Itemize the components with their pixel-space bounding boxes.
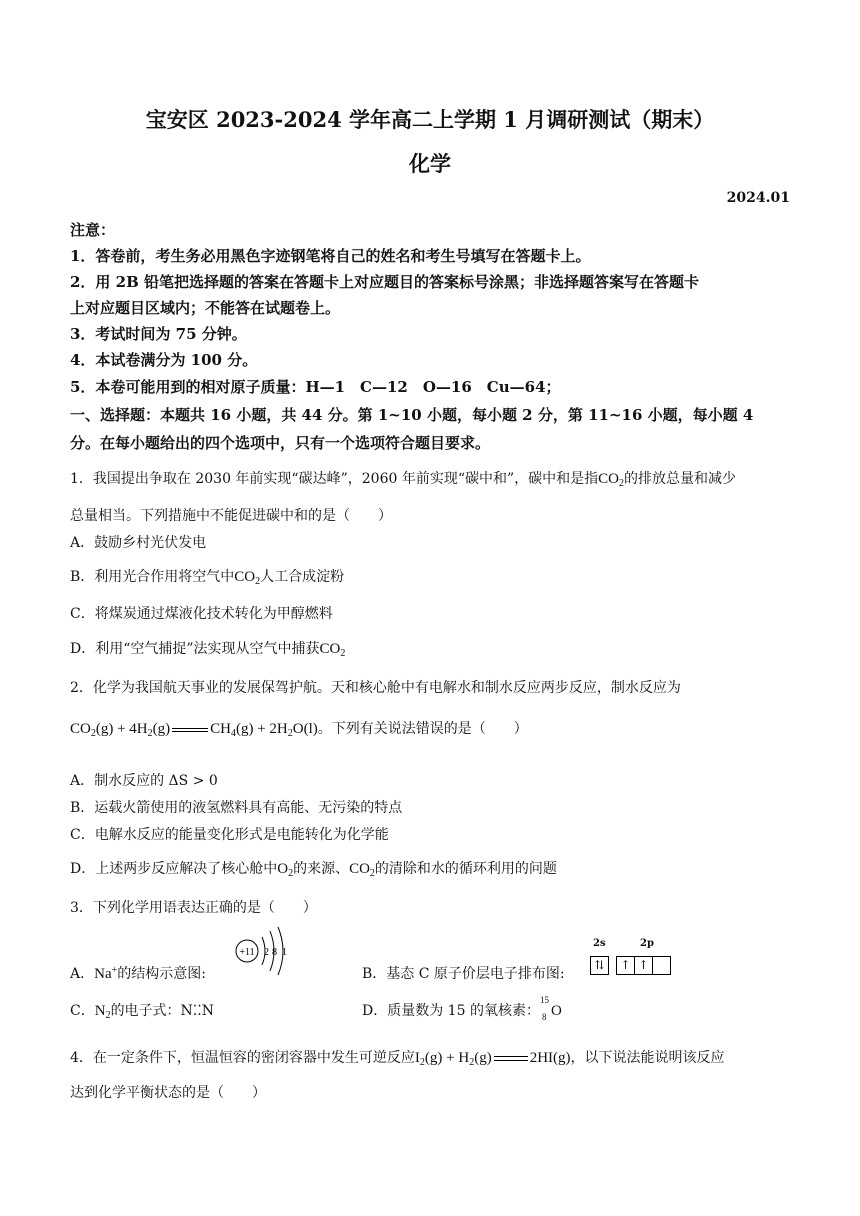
q2-equation: $CO_2(g) + 4H_2(g) CH_4(g) + 2H_2O(l)$ — [70, 721, 318, 739]
q2-option-a: A．制水反应的 ΔS > 0 — [70, 773, 218, 789]
section-heading-line1: 一、选择题：本题共 16 小题，共 44 分。第 1~10 小题，每小题 2 分，第 11~16 小题，每小题 4 — [70, 406, 754, 424]
q1-stem-line2: 总量相当。下列措施中不能促进碳中和的是（ ） — [70, 508, 392, 524]
notice-heading: 注意： — [70, 221, 116, 239]
svg-text:1: 1 — [282, 947, 287, 958]
q2-stem-line1: 2．化学为我国航天事业的发展保驾护航。天和核心舱中有电解水和制水反应两步反应，制水反应为 — [70, 680, 681, 696]
q4-equation: $I_2(g) + H_2(g)$ 2HI(g) — [414, 1050, 571, 1068]
q3-option-a: A．Na+的结构示意图: — [70, 965, 206, 982]
q1-stem-line1: 1．我国提出争取在 2030 年前实现“碳达峰”，2060 年前实现“碳中和”，碳中和是指$CO_2$的排放总量和减少 — [70, 471, 736, 489]
co2-formula: $CO_2$ — [598, 471, 624, 489]
svg-text:+11: +11 — [239, 947, 255, 958]
svg-text:8: 8 — [272, 947, 277, 958]
subject-title: 化学 — [409, 151, 451, 176]
q3-option-d: D．质量数为 15 的氧核素： 15 8 O — [362, 995, 562, 1022]
q2-option-b: B．运载火箭使用的液氢燃料具有高能、无污染的特点 — [70, 800, 403, 816]
q2-equation-line: $CO_2(g) + 4H_2(g) CH_4(g) + 2H_2O(l)$。下列有关说法错误的是（ ） — [70, 721, 528, 739]
orbital-2s-box: ⇅ — [590, 956, 609, 975]
q3-option-b: B．基态 C 原子价层电子排布图: — [362, 966, 565, 982]
notice-item-1: 1．答卷前，考生务必用黑色字迹钢笔将自己的姓名和考生号填写在答题卡上。 — [70, 247, 591, 265]
q1-option-c: C．将煤炭通过煤液化技术转化为甲醇燃料 — [70, 606, 333, 622]
carbon-orbital-diagram: 2s 2p ⇅ ↑ ↑ — [590, 938, 690, 978]
q3-stem: 3．下列化学用语表达正确的是（ ） — [70, 900, 317, 916]
section-heading-line2: 分。在每小题给出的四个选项中，只有一个选项符合题目要求。 — [70, 434, 491, 452]
notice-item-5: 5．本卷可能用到的相对原子质量：H—1 C—12 O—16 Cu—64； — [70, 378, 561, 396]
q4-stem-line1: 4．在一定条件下，恒温恒容的密闭容器中发生可逆反应$I_2(g) + H_2(g)$ 2HI(g)，以下说法能说明该反应 — [70, 1050, 725, 1068]
notice-item-2: 2．用 2B 铅笔把选择题的答案在答题卡上对应题目的答案标号涂黑；非选择题答案写在答题卡 — [70, 273, 700, 291]
q1-option-d: D．利用“空气捕捉”法实现从空气中捕获$CO_2$ — [70, 641, 346, 659]
exam-date: 2024.01 — [726, 190, 790, 206]
q2-option-d: D．上述两步反应解决了核心舱中$O_2$的来源、$CO_2$的清除和水的循环利用的问题 — [70, 861, 557, 879]
notice-item-4: 4．本试卷满分为 100 分。 — [70, 351, 258, 369]
notice-item-3: 3．考试时间为 75 分钟。 — [70, 325, 247, 343]
q2-option-c: C．电解水反应的能量变化形式是电能转化为化学能 — [70, 827, 389, 843]
q1-option-a: A．鼓励乡村光伏发电 — [70, 535, 207, 551]
na-ion-structure-diagram — [232, 925, 292, 977]
orbital-2p-box-3 — [652, 956, 671, 975]
q4-stem-line2: 达到化学平衡状态的是（ ） — [70, 1085, 266, 1101]
exam-title: 宝安区 2023-2024 学年高二上学期 1 月调研测试（期末） — [145, 107, 715, 132]
q3-option-c: C．$N_2$的电子式：N⁚⁚N — [70, 1003, 214, 1021]
orbital-2p-box-2: ↑ — [634, 956, 653, 975]
notice-item-2-cont: 上对应题目区域内；不能答在试题卷上。 — [70, 299, 341, 317]
q1-option-b: B．利用光合作用将空气中$CO_2$人工合成淀粉 — [70, 569, 345, 587]
orbital-2p-box-1: ↑ — [616, 956, 635, 975]
svg-text:2: 2 — [264, 947, 269, 958]
